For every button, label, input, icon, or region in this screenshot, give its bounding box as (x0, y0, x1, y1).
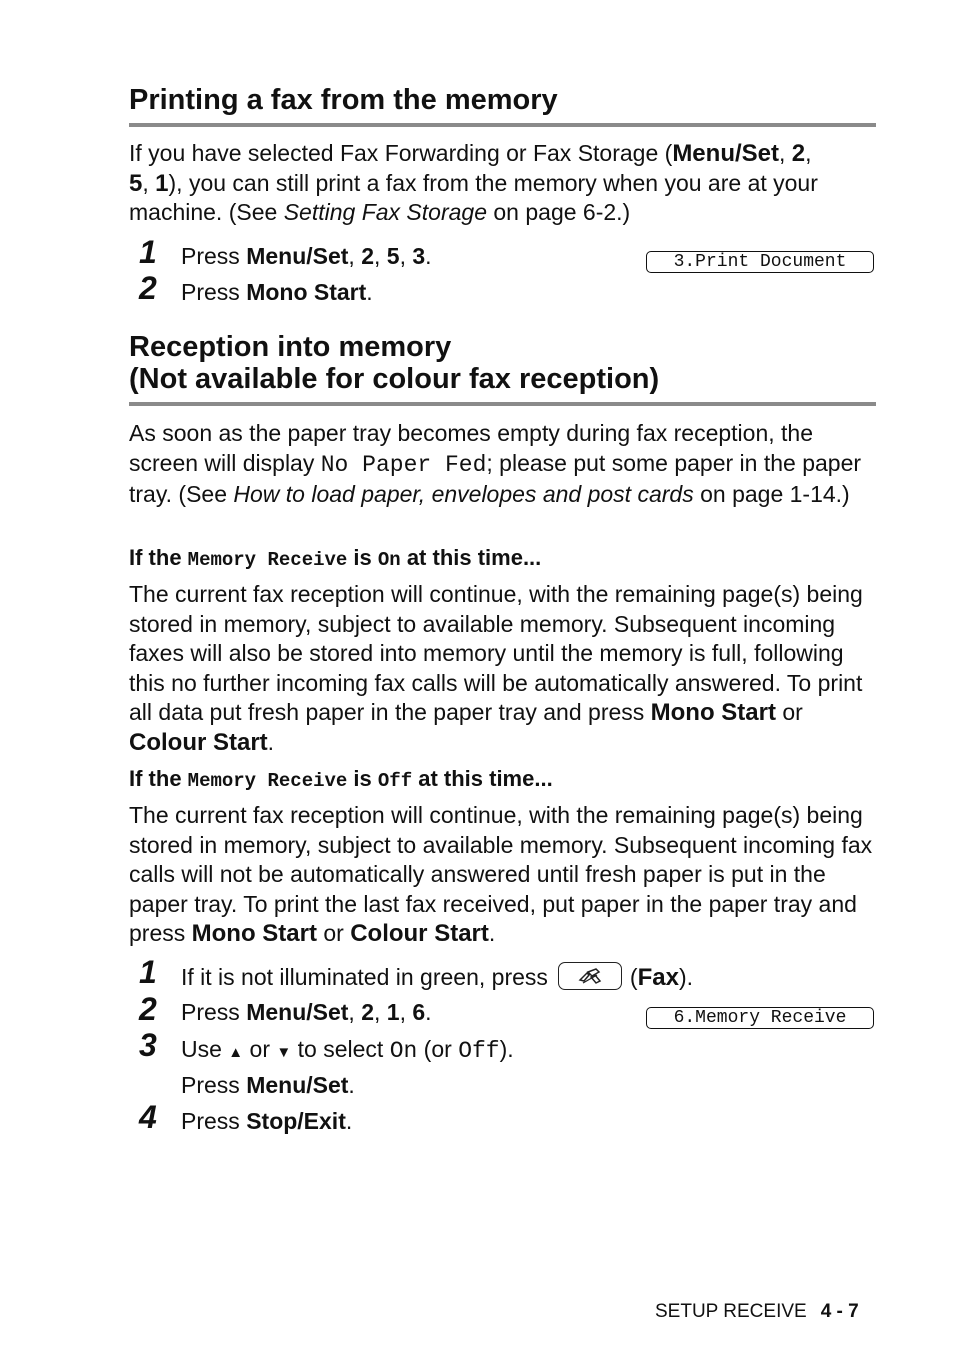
fax-button-icon[interactable] (558, 962, 622, 990)
step-number: 1 (139, 954, 157, 990)
step-text: Press Menu/Set, 2, 1, 6. (181, 999, 432, 1025)
up-arrow-icon: ▲ (228, 1044, 244, 1061)
printing-intro: If you have selected Fax Forwarding or Fax Storage (Menu/Set, 2, 5, 1), you can still print a fax from the memory when you are at your machine. (See Setting Fax Storage on page 6-2.) (129, 140, 818, 226)
step-number: 3 (139, 1027, 157, 1063)
reception-intro: As soon as the paper tray becomes empty during fax reception, the screen will display No Paper Fed; please put some paper in the paper tray. (See How to load paper, envelopes and post cards on page 1-14.) (129, 420, 862, 508)
footer-section: SETUP RECEIVE (655, 1301, 807, 1322)
subheading-memory-on: If the Memory Receive is On at this time... (129, 545, 542, 571)
section-title-printing: Printing a fax from the memory (129, 84, 558, 116)
down-arrow-icon: ▼ (276, 1044, 292, 1061)
step-text: Press Menu/Set, 2, 5, 3. (181, 243, 432, 269)
lcd-display-memory-receive: 6.Memory Receive (646, 1007, 874, 1029)
step-text: Use ▲ or ▼ to select On (or Off). (181, 1036, 514, 1064)
lcd-display-print-document: 3.Print Document (646, 251, 874, 273)
lcd-message: No Paper Fed (320, 451, 487, 478)
title-rule (129, 402, 876, 406)
step-text: Press Mono Start. (181, 279, 373, 305)
step-number: 2 (139, 991, 157, 1027)
step-text: Press Stop/Exit. (181, 1108, 353, 1134)
step-number: 4 (139, 1099, 157, 1135)
subheading-memory-off: If the Memory Receive is Off at this time... (129, 766, 553, 792)
step-number: 1 (139, 234, 157, 270)
memory-off-body: The current fax reception will continue, with the remaining page(s) being stored in memory, subject to available memory. Subsequent incoming fax calls will not be automatically answered until fresh paper is put in the paper tray. To print the last fax received, put paper in the paper tray and press Mono Start or Colour Start. (129, 802, 873, 948)
section-title-reception: Reception into memory (Not available for colour fax reception) (129, 331, 660, 395)
step-text: If it is not illuminated in green, press (Fax). (181, 963, 693, 993)
step-text: Press Menu/Set. (181, 1072, 355, 1098)
memory-on-body: The current fax reception will continue, with the remaining page(s) being stored in memory, subject to available memory. Subsequent incoming faxes will also be stored into memory until the memory is full, following this no further incoming fax calls will be automatically answered. To print all data put fresh paper in the paper tray and press Mono Start or Colour Start. (129, 581, 863, 756)
page-number: 4 - 7 (820, 1301, 859, 1322)
step-number: 2 (139, 270, 157, 306)
page-footer (655, 1300, 859, 1324)
title-rule (129, 123, 876, 127)
